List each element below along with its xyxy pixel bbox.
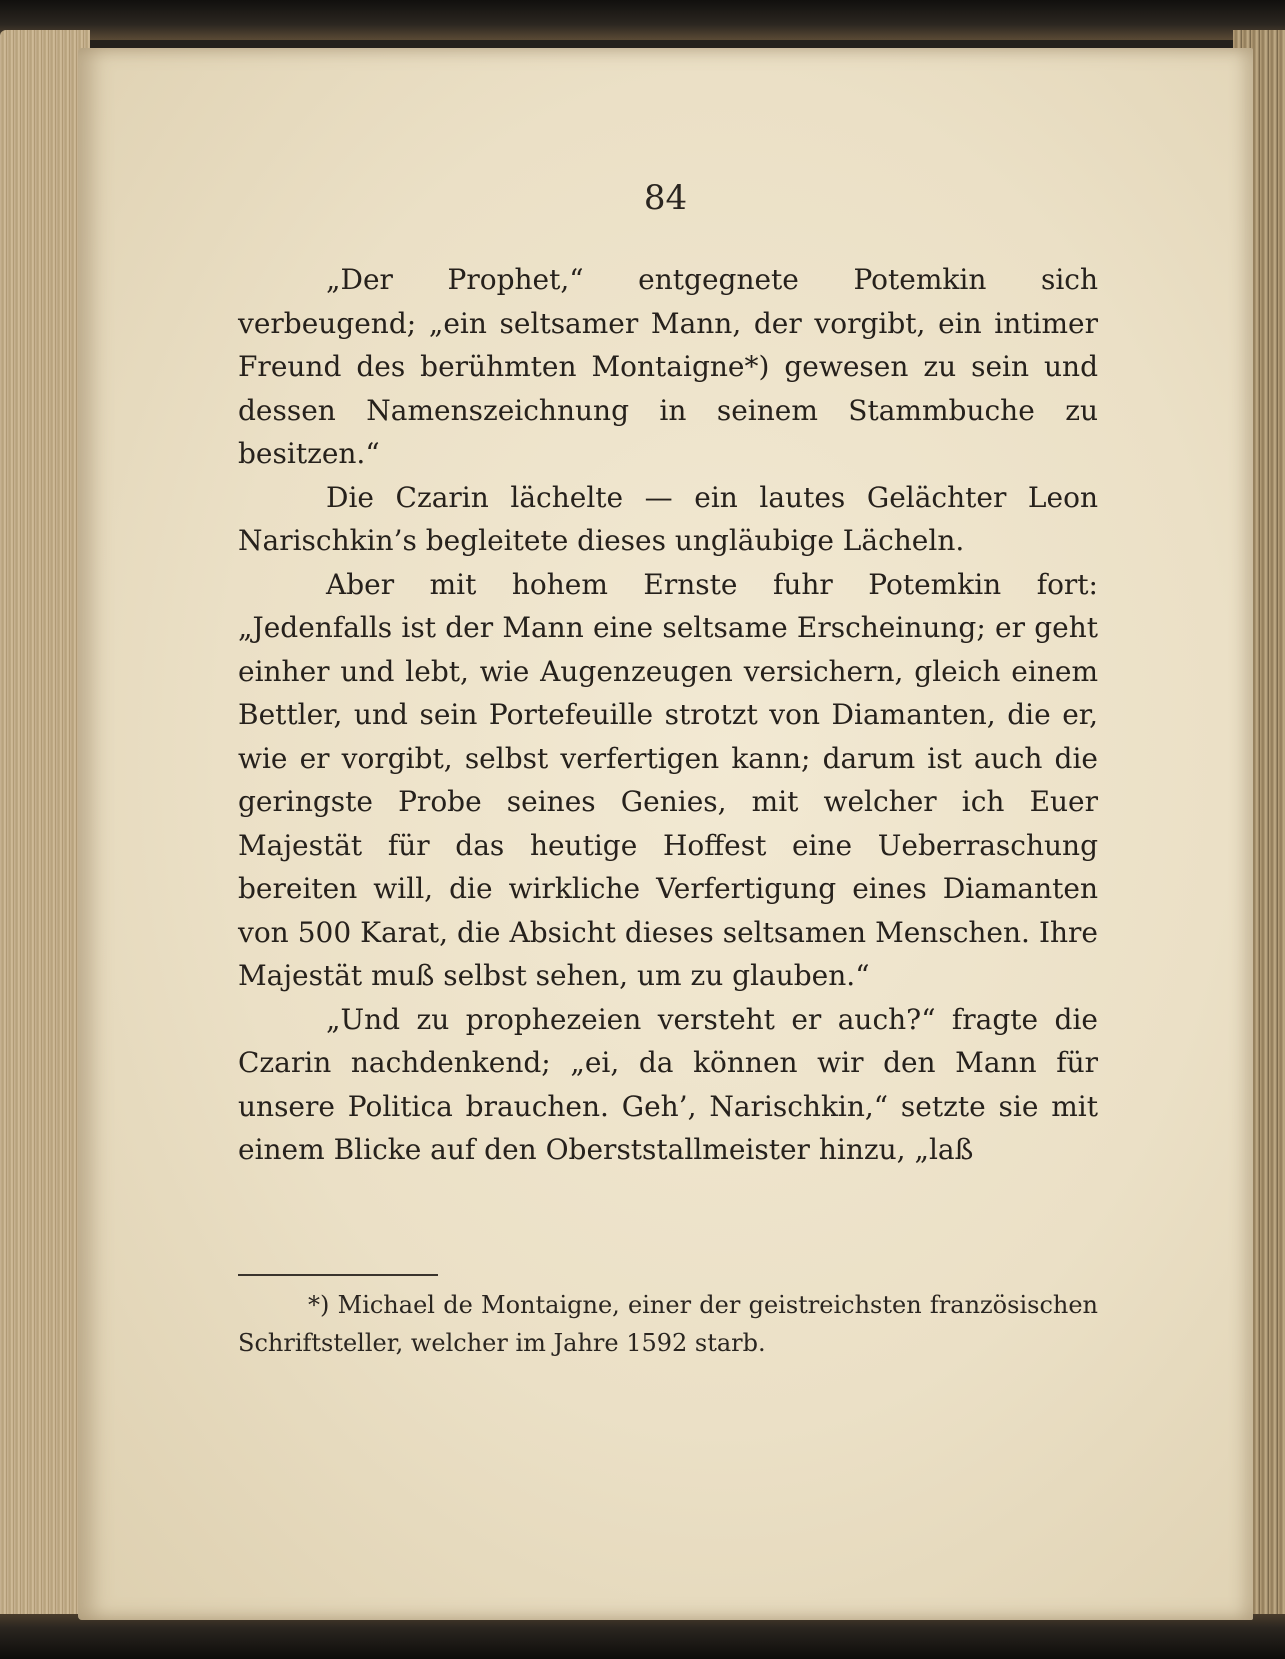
book-cover-bottom bbox=[0, 1614, 1285, 1659]
body-text bbox=[238, 258, 1098, 1172]
book-cover-top bbox=[0, 0, 1285, 40]
footnote-divider bbox=[238, 1274, 438, 1276]
footnote: *) Michael de Montaigne, einer der geistreichsten französischen Schriftsteller, welcher im Jahre 1592 starb. bbox=[238, 1291, 1098, 1357]
paragraph-1: „Der Prophet,“ entgegnete Potemkin sich verbeugend; „ein seltsamer Mann, der vorgibt, ein intimer Freund des berühmten Montaigne*) gewesen zu sein und dessen Namenszeichnung in seinem Stammbuche zu besitzen.“ bbox=[238, 263, 1098, 470]
page-number: 84 bbox=[643, 178, 688, 218]
paragraph-4: „Und zu prophezeien versteht er auch?“ fragte die Czarin nachdenkend; „ei, da können wir den Mann für unsere Politica brauchen. Geh’, Narischkin,“ setzte sie mit einem Blicke auf den Oberststallmeister hinzu, „laß bbox=[238, 1002, 1098, 1166]
paragraph-3: Aber mit hohem Ernste fuhr Potemkin fort: „Jedenfalls ist der Mann eine seltsame Erscheinung; er geht einher und lebt, wie Augenzeugen versichern, gleich einem Bettler, und sein Portefeuille strotzt von Diamanten, die er, wie er vorgibt, selbst verfertigen kann; darum ist auch die geringste Probe seines Genies, mit welcher ich Euer Majestät für das heutige Hoffest eine Ueberraschung bereiten will, die wirkliche Verfertigung eines Diamanten von 500 Karat, die Absicht dieses seltsamen Menschen. Ihre Majestät muß selbst sehen, um zu glauben.“ bbox=[238, 567, 1098, 992]
paragraph-2: Die Czarin lächelte — ein lautes Gelächter Leon Narischkin’s begleitete dieses ungläubige Lächeln. bbox=[238, 480, 1098, 557]
book-page bbox=[78, 48, 1253, 1620]
page-stack-left bbox=[0, 30, 90, 1620]
